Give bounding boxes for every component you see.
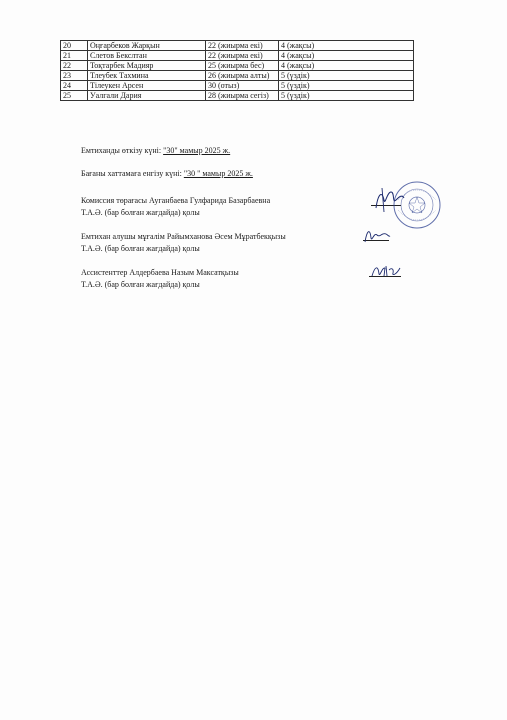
score-cell: 22 (жиырма екі) [206, 51, 279, 61]
grade-cell: 4 (жақсы) [279, 51, 414, 61]
score-cell: 25 (жиырма бес) [206, 61, 279, 71]
assistant-sub: Т.А.Ә. (бар болған жағдайда) қолы [81, 280, 200, 289]
grade-cell: 4 (жақсы) [279, 41, 414, 51]
student-name-cell: Оңғарбеков Жарқын [88, 41, 206, 51]
teacher-line: Емтихан алушы мұғалім Райымханова Әсем Мұратбекқызы [81, 232, 286, 241]
entry-date-value: "30 " мамыр 2025 ж. [183, 169, 253, 178]
score-cell: 26 (жиырма алты) [206, 71, 279, 81]
entry-date-line [81, 169, 253, 179]
grades-table [60, 40, 414, 101]
row-number-cell: 21 [61, 51, 88, 61]
exam-date-label: Емтиханды өткізу күні: [81, 146, 164, 155]
teacher-sub: Т.А.Ә. (бар болған жағдайда) қолы [81, 244, 200, 253]
grades-table-body [61, 41, 414, 101]
exam-date-line [81, 146, 230, 156]
row-number-cell: 20 [61, 41, 88, 51]
row-number-cell: 24 [61, 81, 88, 91]
row-number-cell: 25 [61, 91, 88, 101]
table-row [61, 81, 414, 91]
entry-date-label: Бағаны хаттамаға енгізу күні: [81, 169, 184, 178]
commission-chair-sub: Т.А.Ә. (бар болған жағдайда) қолы [81, 208, 200, 217]
score-cell: 30 (отыз) [206, 81, 279, 91]
grade-cell: 4 (жақсы) [279, 61, 414, 71]
score-cell: 22 (жиырма екі) [206, 41, 279, 51]
student-name-cell: Тоқтарбек Мадияр [88, 61, 206, 71]
student-name-cell: Тлеубек Тахмина [88, 71, 206, 81]
exam-date-value: "30" мамыр 2025 ж. [163, 146, 231, 155]
assistant-line: Ассистенттер Алдербаева Назым Максатқызы [81, 268, 239, 277]
grade-cell: 5 (үздік) [279, 71, 414, 81]
table-row [61, 91, 414, 101]
table-row [61, 71, 414, 81]
assistant-signature [370, 262, 404, 280]
row-number-cell: 22 [61, 61, 88, 71]
table-row [61, 41, 414, 51]
commission-signature [372, 186, 408, 214]
table-row [61, 61, 414, 71]
student-name-cell: Уалгали Дария [88, 91, 206, 101]
student-name-cell: Слетов Бекслтан [88, 51, 206, 61]
grade-cell: 5 (үздік) [279, 81, 414, 91]
commission-chair-line: Комиссия төрағасы Ауганбаева Гулфарида Базарбаевна [81, 196, 271, 205]
student-name-cell: Тілеукен Арсен [88, 81, 206, 91]
row-number-cell: 23 [61, 71, 88, 81]
grade-cell: 5 (үздік) [279, 91, 414, 101]
table-row [61, 51, 414, 61]
score-cell: 28 (жиырма сегіз) [206, 91, 279, 101]
teacher-signature [362, 226, 392, 246]
